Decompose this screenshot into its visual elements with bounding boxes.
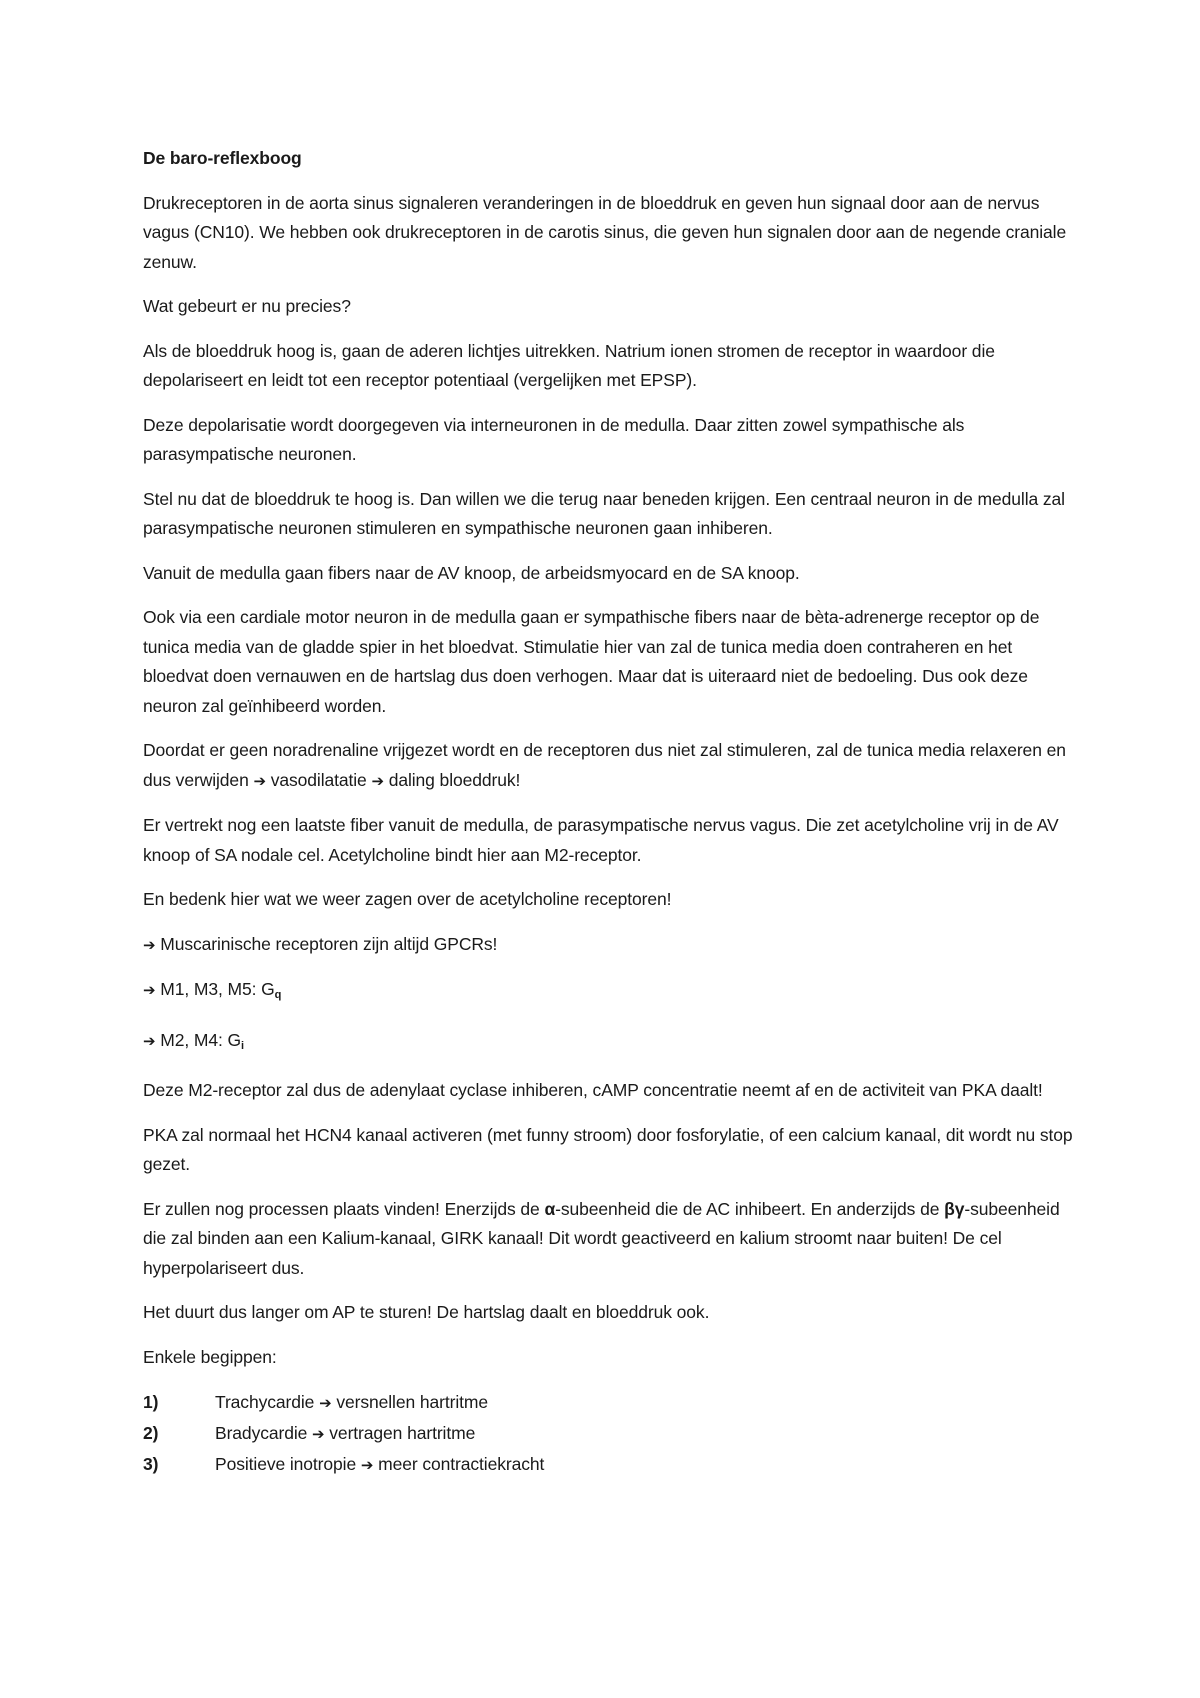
arrow-bullet-3	[143, 1026, 1073, 1062]
terms-list	[143, 1387, 1073, 1480]
list-item-meaning: versnellen hartritme	[336, 1392, 488, 1412]
arrow-bullet-2-text: M1, M3, M5: G	[160, 979, 275, 999]
paragraph-6: Vanuit de medulla gaan fibers naar de AV knoop, de arbeidsmyocard en de SA knoop.	[143, 562, 800, 583]
list-item-meaning: meer contractiekracht	[378, 1454, 545, 1474]
alpha-symbol: α	[544, 1198, 556, 1219]
arrow-bullet-3-subscript: i	[241, 1039, 244, 1052]
list-item-number: 1)	[143, 1392, 159, 1412]
arrow-bullet-2	[143, 975, 1073, 1011]
arrow-right-icon: ➔	[143, 981, 156, 999]
paragraph-13-part-1: Er zullen nog processen plaats vinden! Enerzijds de	[143, 1198, 545, 1219]
paragraph-13	[143, 1195, 1073, 1284]
paragraph-11: Deze M2-receptor zal dus de adenylaat cyclase inhiberen, cAMP concentratie neemt af en de activiteit van PKA daalt!	[143, 1080, 1043, 1100]
paragraph-12: PKA zal normaal het HCN4 kanaal activeren (met funny stroom) door fosforylatie, of een calcium kanaal, dit wordt nu stop gezet.	[143, 1124, 1073, 1174]
arrow-right-icon: ➔	[143, 935, 156, 954]
list-item	[143, 1418, 1073, 1449]
paragraph-9: Er vertrekt nog een laatste fiber vanuit de medulla, de parasympatische nervus vagus. Die zet acetylcholine vrij in de AV knoop of SA nodale cel. Acetylcholine bindt hier aan M2-receptor.	[143, 815, 1059, 865]
document-page	[143, 144, 1073, 1480]
list-item-number: 2)	[143, 1423, 159, 1443]
paragraph-1: Drukreceptoren in de aorta sinus signaleren veranderingen in de bloeddruk en geven hun signaal door aan de nervus vagus (CN10). We hebben ook drukreceptoren in de carotis sinus, die geven hun signalen door aan de negende craniale zenuw.	[143, 192, 1067, 272]
arrow-right-icon: ➔	[371, 771, 384, 790]
arrow-right-icon: ➔	[360, 1456, 374, 1474]
paragraph-5: Stel nu dat de bloeddruk te hoog is. Dan willen we die terug naar beneden krijgen. Een centraal neuron in de medulla zal parasympatische neuronen stimuleren en sympathische neuronen gaan inhiberen.	[143, 488, 1065, 538]
arrow-right-icon: ➔	[312, 1425, 325, 1443]
paragraph-3: Als de bloeddruk hoog is, gaan de aderen lichtjes uitrekken. Natrium ionen stromen de receptor in waardoor die depolariseert en leidt tot een receptor potentiaal (vergelijken met EPSP).	[143, 340, 995, 390]
arrow-right-icon: ➔	[143, 1031, 156, 1050]
beta-gamma-symbol: βγ	[944, 1198, 965, 1219]
arrow-bullet-3-text: M2, M4: G	[160, 1029, 242, 1050]
list-item-meaning: vertragen hartritme	[329, 1423, 476, 1443]
document-title: De baro-reflexboog	[143, 148, 302, 168]
paragraph-2: Wat gebeurt er nu precies?	[143, 296, 351, 316]
arrow-bullet-2-subscript: q	[274, 989, 282, 1001]
paragraph-14: Het duurt dus langer om AP te sturen! De hartslag daalt en bloeddruk ook.	[143, 1302, 710, 1322]
paragraph-13-part-3: -subeenheid die zal binden aan een Kalium-kanaal, GIRK kanaal! Dit wordt geactiveerd en kalium stroomt naar buiten! De cel hyperpolariseert dus.	[143, 1198, 1060, 1278]
paragraph-4: Deze depolarisatie wordt doorgegeven via interneuronen in de medulla. Daar zitten zowel sympathische als parasympatische neuronen.	[143, 414, 965, 464]
arrow-bullet-1-text: Muscarinische receptoren zijn altijd GPCRs!	[160, 933, 498, 954]
paragraph-8-text: Doordat er geen noradrenaline vrijgezet wordt en de receptoren dus niet zal stimuleren, zal de tunica media relaxeren en dus verwijden	[143, 740, 1066, 790]
list-item-term: Bradycardie	[215, 1423, 308, 1443]
list-item	[143, 1387, 1073, 1418]
paragraph-7: Ook via een cardiale motor neuron in de medulla gaan er sympathische fibers naar de bèta-adrenerge receptor op de tunica media van de gladde spier in het bloedvat. Stimulatie hier van zal de tunica media doen contraheren en het bloedvat doen vernauwen en de hartslag dus doen verhogen. Maar dat is uiteraard niet de bedoeling. Dus ook deze neuron zal geïnhibeerd worden.	[143, 607, 1040, 716]
paragraph-8-vasodilatatie: vasodilatatie	[270, 769, 367, 790]
paragraph-8	[143, 736, 1073, 796]
list-item	[143, 1449, 1073, 1480]
paragraph-13-part-2: -subeenheid die de AC inhibeert. En anderzijds de	[555, 1198, 945, 1219]
paragraph-15: Enkele begippen:	[143, 1346, 277, 1367]
paragraph-8-daling: daling bloeddruk!	[388, 769, 521, 790]
arrow-right-icon: ➔	[253, 771, 266, 790]
list-item-term: Positieve inotropie	[215, 1454, 357, 1474]
arrow-bullet-1	[143, 930, 1073, 961]
list-item-term: Trachycardie	[215, 1392, 315, 1412]
list-item-number: 3)	[143, 1454, 159, 1474]
arrow-right-icon: ➔	[319, 1394, 332, 1412]
paragraph-10: En bedenk hier wat we weer zagen over de acetylcholine receptoren!	[143, 889, 672, 909]
